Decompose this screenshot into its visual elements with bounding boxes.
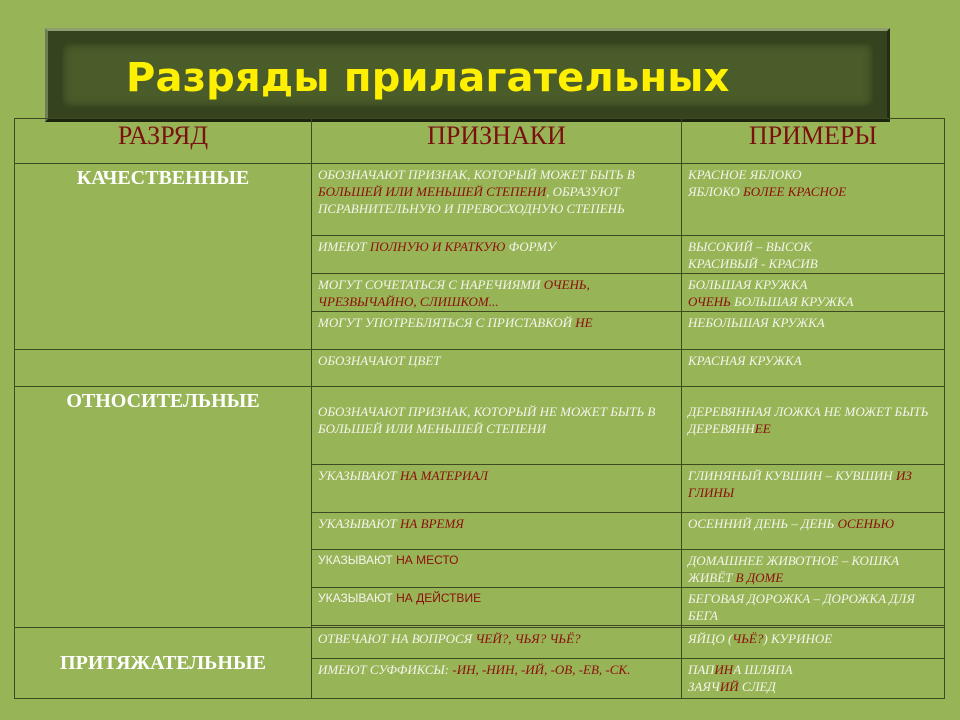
sign-cell — [312, 550, 682, 588]
example-cell — [682, 236, 945, 274]
example-text: ЯЙЦО ( — [688, 631, 733, 646]
sign-cell: ОБОЗНАЧАЮТ ЦВЕТ — [312, 350, 682, 387]
page-title: Разряды прилагательных — [126, 55, 730, 101]
header-examples: ПРИМЕРЫ — [682, 119, 945, 164]
sign-cell: ОБОЗНАЧАЮТ ПРИЗНАК, КОТОРЫЙ НЕ МОЖЕТ БЫТЬ В БОЛЬШЕЙ ИЛИ МЕНЬШЕЙ СТЕПЕНИ — [312, 387, 682, 465]
example-highlight: ЧЬЁ? — [732, 631, 764, 646]
sign-highlight: НА ВРЕМЯ — [400, 516, 464, 531]
table-row — [15, 164, 945, 236]
example-text: ) КУРИНОЕ — [763, 631, 833, 646]
sign-text: ОБОЗНАЧАЮТ ПРИЗНАК, КОТОРЫЙ МОЖЕТ БЫТЬ В — [318, 167, 635, 182]
example-text: А ШЛЯПА — [733, 662, 793, 677]
example-cell — [682, 513, 945, 550]
example-cell — [682, 465, 945, 513]
sign-cell — [312, 465, 682, 513]
table-header-row — [15, 119, 945, 164]
sign-highlight: НЕ — [575, 315, 593, 330]
sign-text: УКАЗЫВАЮТ — [318, 468, 401, 483]
example-text: ДЕРЕВЯННАЯ ЛОЖКА НЕ МОЖЕТ БЫТЬ ДЕРЕВЯНН — [688, 404, 929, 436]
sign-cell — [312, 274, 682, 312]
example-text: КРАСИВЫЙ - КРАСИВ — [688, 256, 818, 271]
table-row — [15, 628, 945, 659]
sign-text: МОГУТ СОЧЕТАТЬСЯ С НАРЕЧИЯМИ — [318, 277, 544, 292]
sign-text: УКАЗЫВАЮТ — [318, 553, 397, 567]
example-text: КРАСНОЕ ЯБЛОКО — [688, 167, 802, 182]
sign-text: МОГУТ УПОТРЕБЛЯТЬСЯ С ПРИСТАВКОЙ — [318, 315, 576, 330]
adjective-categories-table — [14, 118, 945, 699]
sign-cell — [312, 312, 682, 350]
sign-text: ФОРМУ — [505, 239, 556, 254]
sign-cell — [312, 628, 682, 659]
example-cell — [682, 164, 945, 236]
example-highlight: ИН — [714, 662, 734, 677]
sign-text: ОТВЕЧАЮТ НА ВОПРОСЯ — [318, 631, 476, 646]
category-relative: ОТНОСИТЕЛЬНЫЕ — [15, 387, 312, 628]
category-qualitative: КАЧЕСТВЕННЫЕ — [15, 164, 312, 350]
sign-highlight: -ИН, -НИН, -ИЙ, -ОВ, -ЕВ, -СК. — [452, 662, 631, 677]
example-cell: КРАСНАЯ КРУЖКА — [682, 350, 945, 387]
example-text: БОЛЬШАЯ КРУЖКА — [730, 294, 854, 309]
example-cell — [682, 550, 945, 588]
sign-highlight: НА МЕСТО — [396, 553, 459, 567]
example-highlight: ИЙ — [719, 679, 739, 694]
title-banner — [45, 28, 890, 122]
example-cell — [682, 659, 945, 699]
example-cell: НЕБОЛЬШАЯ КРУЖКА — [682, 312, 945, 350]
sign-highlight: НА МАТЕРИАЛ — [400, 468, 488, 483]
sign-highlight: ОЧЕНЬ, ЧРЕЗВЫЧАЙНО, СЛИШКОМ... — [318, 277, 590, 309]
table-row — [15, 387, 945, 465]
example-cell: БЕГОВАЯ ДОРОЖКА – ДОРОЖКА ДЛЯ БЕГА — [682, 588, 945, 626]
title-panel — [62, 43, 873, 107]
empty-cell — [15, 350, 312, 387]
sign-cell — [312, 588, 682, 626]
example-highlight: ОСЕНЬЮ — [837, 516, 895, 531]
example-highlight: ИЗ ГЛИНЫ — [688, 468, 912, 500]
sign-text: , ОБРАЗУЮТ ПСРАВНИТЕЛЬНУЮ И ПРЕВОСХОДНУЮ СТЕПЕНЬ — [318, 184, 625, 216]
example-cell — [682, 387, 945, 465]
sign-cell — [312, 236, 682, 274]
example-text: ЯБЛОКО — [688, 184, 744, 199]
sign-highlight: БОЛЬШЕЙ ИЛИ МЕНЬШЕЙ СТЕПЕНИ — [318, 184, 547, 199]
example-highlight: ОЧЕНЬ — [688, 294, 731, 309]
sign-cell — [312, 659, 682, 699]
sign-highlight: НА ДЕЙСТВИЕ — [396, 591, 482, 605]
sign-text: УКАЗЫВАЮТ — [318, 591, 397, 605]
example-highlight: ЕЕ — [754, 421, 771, 436]
sign-text: УКАЗЫВАЮТ — [318, 516, 401, 531]
sign-text: ИМЕЮТ СУФФИКСЫ: — [318, 662, 453, 677]
sign-highlight: ЧЕЙ?, ЧЬЯ? ЧЬЁ? — [475, 631, 581, 646]
example-text: ПАП — [688, 662, 715, 677]
example-text: СЛЕД — [738, 679, 776, 694]
sign-cell — [312, 513, 682, 550]
header-signs: ПРИЗНАКИ — [312, 119, 682, 164]
table-row — [15, 350, 945, 387]
category-possessive: ПРИТЯЖАТЕЛЬНЫЕ — [15, 628, 312, 699]
example-text: ДОМАШНЕЕ ЖИВОТНОЕ – КОШКА ЖИВЁТ — [688, 553, 900, 585]
example-text: ВЫСОКИЙ – ВЫСОК — [688, 239, 812, 254]
sign-cell — [312, 164, 682, 236]
example-text: ОСЕННИЙ ДЕНЬ – ДЕНЬ — [688, 516, 838, 531]
example-cell — [682, 274, 945, 312]
header-category: РАЗРЯД — [15, 119, 312, 164]
sign-text: ИМЕЮТ — [318, 239, 370, 254]
example-cell — [682, 628, 945, 659]
example-highlight: БОЛЕЕ КРАСНОЕ — [743, 184, 847, 199]
example-text: ГЛИНЯНЫЙ КУВШИН – КУВШИН — [688, 468, 896, 483]
example-highlight: В ДОМЕ — [735, 570, 784, 585]
example-text: БОЛЬШАЯ КРУЖКА — [688, 277, 808, 292]
sign-highlight: ПОЛНУЮ И КРАТКУЮ — [369, 239, 506, 254]
example-text: ЗАЯЧ — [688, 679, 720, 694]
